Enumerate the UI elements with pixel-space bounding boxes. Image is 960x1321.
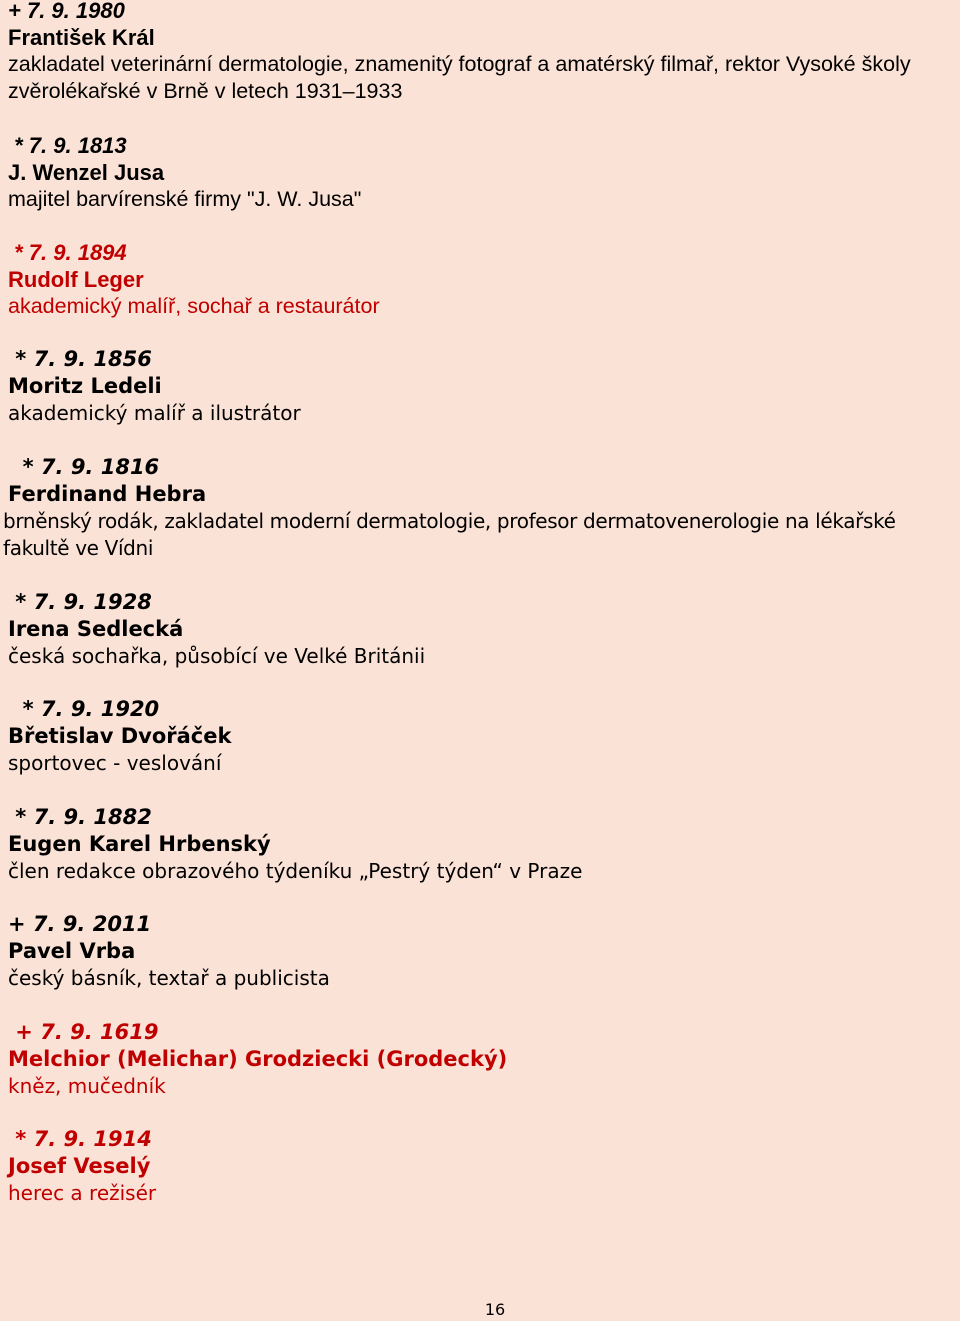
entry-melchior-grodziecki [8, 1019, 956, 1100]
entry-name: Rudolf Leger [8, 267, 144, 292]
entry-eugen-karel-hrbensky [8, 804, 956, 885]
entry-rudolf-leger [8, 239, 956, 320]
entry-date: + 7. 9. 1980 [8, 0, 125, 23]
entry-date: * 7. 9. 1813 [8, 133, 127, 158]
entry-date: * 7. 9. 1894 [8, 240, 127, 265]
entry-description: majitel barvírenské firmy "J. W. Jusa" [8, 187, 362, 211]
entry-name: Eugen Karel Hrbenský [8, 832, 271, 856]
entry-irena-sedlecka [8, 589, 956, 670]
entry-description: zakladatel veterinární dermatologie, znamenitý fotograf a amatérský filmař, rektor Vysoké školy zvěrolékařské v Brně v letech 1931–1933 [8, 52, 911, 103]
entry-name: J. Wenzel Jusa [8, 160, 165, 185]
entry-name: František Král [8, 25, 155, 50]
entry-wenzel-jusa [8, 132, 956, 213]
entry-description: kněz, mučedník [8, 1074, 166, 1098]
entry-frantisek-kral [8, 0, 956, 105]
page-number: 16 [484, 1300, 506, 1319]
entry-date: + 7. 9. 1619 [8, 1020, 159, 1044]
entry-name: Josef Veselý [8, 1154, 151, 1178]
entry-name: Pavel Vrba [8, 939, 136, 963]
entry-josef-vesely [8, 1126, 956, 1207]
entry-name: Moritz Ledeli [8, 374, 162, 398]
entry-description: akademický malíř, sochař a restaurátor [8, 294, 380, 318]
entry-description: člen redakce obrazového týdeníku „Pestrý týden“ v Praze [8, 859, 583, 883]
entry-date: * 7. 9. 1856 [8, 347, 152, 371]
entry-description: brněnský rodák, zakladatel moderní dermatologie, profesor dermatovenerologie na lékařské fakultě ve Vídni [3, 509, 896, 560]
entry-name: Ferdinand Hebra [8, 482, 207, 506]
entry-description: český básník, textař a publicista [8, 966, 330, 990]
entry-date: + 7. 9. 2011 [8, 912, 152, 936]
entry-date: * 7. 9. 1882 [8, 805, 152, 829]
entry-date: * 7. 9. 1816 [8, 455, 160, 479]
entry-description: herec a režisér [8, 1181, 157, 1205]
entry-name: Melchior (Melichar) Grodziecki (Grodecký) [8, 1047, 508, 1071]
entry-pavel-vrba [8, 911, 956, 992]
entry-description: sportovec - veslování [8, 751, 222, 775]
entry-ferdinand-hebra [3, 454, 956, 562]
entry-date: * 7. 9. 1928 [8, 590, 152, 614]
entry-description: akademický malíř a ilustrátor [8, 401, 301, 425]
entry-name: Irena Sedlecká [8, 617, 184, 641]
entry-name: Břetislav Dvořáček [8, 724, 232, 748]
entry-moritz-ledeli [8, 346, 956, 427]
entry-description: česká sochařka, působící ve Velké Británii [8, 644, 426, 668]
entry-bretislav-dvoracek [8, 696, 956, 777]
entry-date: * 7. 9. 1914 [8, 1127, 152, 1151]
entry-date: * 7. 9. 1920 [8, 697, 160, 721]
